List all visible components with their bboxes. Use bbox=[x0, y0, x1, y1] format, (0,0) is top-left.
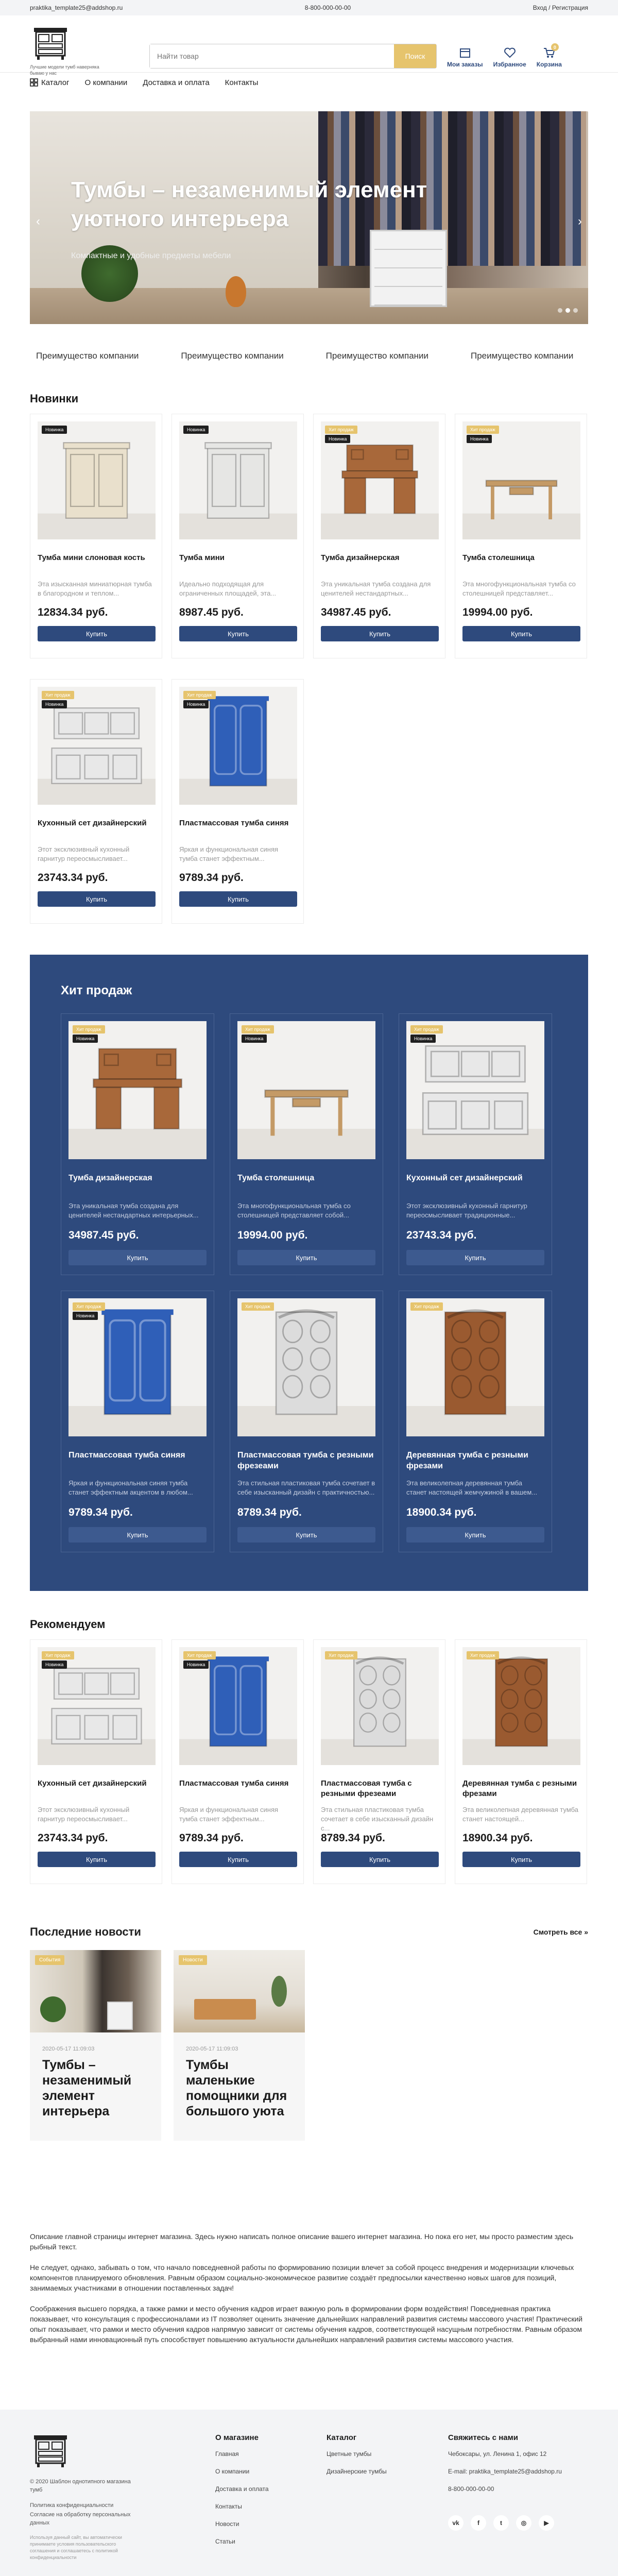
footer-link-delivery[interactable]: Доставка и оплата bbox=[215, 2485, 269, 2493]
product-description: Эта уникальная тумба создана для ценителей нестандартных... bbox=[321, 580, 431, 597]
footer-brand bbox=[30, 2433, 215, 2561]
new-label: Новинка bbox=[73, 1035, 98, 1043]
buy-button[interactable]: Купить bbox=[321, 626, 439, 641]
footer-catalog-col bbox=[327, 2433, 448, 2561]
orders-button[interactable] bbox=[447, 46, 483, 68]
product-description: Эта стильная пластиковая тумба сочетает в себе изысканный дизайн с... bbox=[321, 1806, 434, 1832]
about-paragraph: Соображения высшего порядка, а также рамки и место обучения кадров играет важную роль в формировании форм воздействия! Повседневная практика показывает, что консультация с профессионалами из IT позволяет оценить значение дальнейших направлений развития системы массового участия! Практический опыт показывает, что рамки и место обучения кадров напрямую зависит от системы обучения кадров, соответствующей насущным потребностям. Равным образом выбранный нами инновационный путь способствует повышению актуальности дальнейших направлений развития системы массового участия. bbox=[30, 2304, 583, 2344]
product-name[interactable]: Пластмассовая тумба с резными фрезеами bbox=[321, 1779, 412, 1798]
product-card[interactable] bbox=[171, 679, 304, 924]
product-price: 19994.00 руб. bbox=[237, 1229, 308, 1241]
product-image[interactable] bbox=[462, 1647, 580, 1765]
slider-dot[interactable] bbox=[573, 308, 578, 313]
buy-button[interactable]: Купить bbox=[321, 1852, 439, 1867]
footer-policy-link[interactable]: Политика конфиденциальности bbox=[30, 2502, 114, 2509]
product-description: Эта многофункциональная тумба со столешницей представляет собой... bbox=[237, 1202, 351, 1219]
news-title: Последние новости bbox=[30, 1925, 141, 1938]
product-image[interactable] bbox=[179, 687, 297, 805]
advantage-item: Преимущество компании bbox=[36, 351, 139, 361]
product-image-carved bbox=[406, 1298, 544, 1436]
footer-link-articles[interactable]: Статьи bbox=[215, 2538, 235, 2545]
product-name[interactable]: Кухонный сет дизайнерский bbox=[38, 819, 147, 827]
footer-about-col bbox=[215, 2433, 327, 2561]
footer-phone[interactable]: 8-800-000-00-00 bbox=[448, 2485, 494, 2493]
buy-button[interactable]: Купить bbox=[462, 626, 580, 641]
news-card[interactable] bbox=[174, 1950, 305, 2141]
product-card[interactable] bbox=[399, 1013, 552, 1275]
new-products-grid bbox=[30, 414, 588, 658]
product-image[interactable] bbox=[38, 687, 156, 805]
hit-label: Хит продаж bbox=[242, 1302, 274, 1311]
product-image-carved bbox=[237, 1298, 375, 1436]
favorites-label: Избранное bbox=[493, 61, 526, 68]
new-label: Новинка bbox=[410, 1035, 436, 1043]
product-image-carved bbox=[321, 1647, 439, 1765]
product-description: Этот эксклюзивный кухонный гарнитур переосмысливает традиционные... bbox=[406, 1202, 527, 1219]
product-image[interactable] bbox=[68, 1021, 207, 1159]
product-price: 23743.34 руб. bbox=[38, 1832, 108, 1844]
product-image[interactable] bbox=[179, 1647, 297, 1765]
footer-link-home[interactable]: Главная bbox=[215, 2450, 239, 2458]
nav-item-contacts[interactable]: Контакты bbox=[225, 78, 259, 87]
header bbox=[0, 15, 618, 76]
news-card[interactable] bbox=[30, 1950, 161, 2141]
footer-link-contacts[interactable]: Контакты bbox=[215, 2503, 242, 2510]
search-input[interactable] bbox=[150, 44, 394, 68]
cabinet-logo-icon bbox=[32, 26, 69, 61]
buy-button[interactable]: Купить bbox=[68, 1250, 207, 1265]
slider-dot-active[interactable] bbox=[565, 308, 570, 313]
buy-button[interactable]: Купить bbox=[406, 1527, 544, 1543]
new-label: Новинка bbox=[183, 700, 209, 708]
footer-catalog-title: Каталог bbox=[327, 2433, 357, 2442]
product-card[interactable] bbox=[61, 1291, 214, 1552]
product-image[interactable] bbox=[237, 1298, 375, 1436]
product-image[interactable] bbox=[462, 421, 580, 539]
product-image[interactable] bbox=[68, 1298, 207, 1436]
social-links bbox=[448, 2515, 588, 2531]
hit-label: Хит продаж bbox=[183, 1651, 216, 1659]
hit-label: Хит продаж bbox=[73, 1302, 105, 1311]
product-description: Яркая и функциональная синяя тумба станет эффектным... bbox=[179, 845, 279, 862]
heart-icon bbox=[503, 46, 517, 59]
logo-tagline: Лучшие модели тумб наверняка бываю у нас bbox=[30, 64, 99, 76]
footer-address: Чебоксары, ул. Ленина 1, офис 12 bbox=[448, 2450, 547, 2458]
logo[interactable] bbox=[30, 26, 102, 76]
product-name[interactable]: Кухонный сет дизайнерский bbox=[38, 1779, 147, 1788]
product-image-cabinet bbox=[179, 421, 297, 539]
buy-button[interactable]: Купить bbox=[68, 1527, 207, 1543]
buy-button[interactable]: Купить bbox=[179, 626, 297, 641]
product-image[interactable] bbox=[179, 421, 297, 539]
product-card[interactable] bbox=[30, 679, 162, 924]
product-image[interactable] bbox=[321, 421, 439, 539]
buy-button[interactable]: Купить bbox=[38, 626, 156, 641]
product-card[interactable] bbox=[171, 414, 304, 658]
instagram-icon[interactable]: ◎ bbox=[516, 2515, 531, 2531]
news-date: 2020-05-17 11:09:03 bbox=[42, 2046, 95, 2052]
news-all-link[interactable] bbox=[534, 1928, 588, 1936]
product-price: 23743.34 руб. bbox=[406, 1229, 477, 1241]
slider-dots bbox=[558, 308, 578, 313]
hit-label: Хит продаж bbox=[410, 1302, 443, 1311]
product-price: 19994.00 руб. bbox=[462, 606, 533, 618]
recommended-grid bbox=[30, 1639, 588, 1884]
product-card[interactable] bbox=[313, 414, 445, 658]
product-description: Эта великолепная деревянная тумба станет настоящей жемчужиной в вашем... bbox=[406, 1479, 538, 1496]
hit-label: Хит продаж bbox=[467, 426, 499, 434]
hits-section bbox=[30, 955, 588, 1591]
advantages bbox=[30, 347, 588, 365]
product-name[interactable]: Тумба столешница bbox=[237, 1174, 315, 1182]
advantage-item: Преимущество компании bbox=[181, 351, 284, 361]
product-description: Эта стильная пластиковая тумба сочетает в себе изысканный дизайн с практичностью... bbox=[237, 1479, 375, 1496]
nav-item-about[interactable]: О компании bbox=[84, 78, 128, 87]
product-name[interactable]: Тумба мини bbox=[179, 553, 225, 562]
product-card[interactable] bbox=[230, 1291, 383, 1552]
footer-about-title: О магазине bbox=[215, 2433, 259, 2442]
slider-dot[interactable] bbox=[558, 308, 562, 313]
topbar-email[interactable]: praktika_template25@addshop.ru bbox=[30, 4, 123, 11]
cart-label: Корзина bbox=[536, 61, 562, 68]
hero-drawer-unit bbox=[370, 230, 447, 307]
search-bar bbox=[149, 44, 437, 69]
product-name[interactable]: Кухонный сет дизайнерский bbox=[406, 1174, 523, 1182]
news-all-label: Смотреть все bbox=[533, 1928, 582, 1936]
advantage-item: Преимущество компании bbox=[325, 351, 429, 361]
product-card[interactable] bbox=[61, 1013, 214, 1275]
product-description: Этот эксклюзивный кухонный гарнитур переосмысливает... bbox=[38, 845, 130, 862]
hero-title: Тумбы – незаменимый элемент уютного интерьера bbox=[71, 177, 427, 231]
product-image-cabinet bbox=[38, 421, 156, 539]
product-price: 12834.34 руб. bbox=[38, 606, 108, 618]
hit-label: Хит продаж bbox=[467, 1651, 499, 1659]
product-card[interactable] bbox=[455, 1639, 587, 1884]
hit-label: Хит продаж bbox=[325, 1651, 357, 1659]
news-image bbox=[174, 1950, 305, 2032]
twitter-icon[interactable]: t bbox=[493, 2515, 509, 2531]
grid-icon bbox=[30, 78, 38, 87]
new-label: Новинка bbox=[467, 435, 492, 443]
product-name[interactable]: Пластмассовая тумба синяя bbox=[179, 1779, 289, 1788]
auth-link[interactable]: Вход / Регистрация bbox=[533, 4, 588, 11]
product-image[interactable] bbox=[38, 421, 156, 539]
chevron-left-icon[interactable]: ‹ bbox=[36, 214, 40, 228]
product-description: Этот эксклюзивный кухонный гарнитур переосмысливает... bbox=[38, 1806, 130, 1823]
footer-consent-link[interactable]: Согласие на обработку персональных данных bbox=[30, 2512, 131, 2526]
footer-link-about[interactable]: О компании bbox=[215, 2468, 250, 2475]
footer-link-news[interactable]: Новости bbox=[215, 2520, 239, 2528]
product-price: 8987.45 руб. bbox=[179, 606, 244, 618]
catalog-label: Каталог bbox=[41, 78, 70, 87]
cabinet-logo-icon[interactable] bbox=[32, 2433, 69, 2468]
footer-note: Используя данный сайт, вы автоматически принимаете условия пользовательского соглашения и соглашаетесь с политикой конфиденциальности bbox=[30, 2535, 122, 2560]
product-card[interactable] bbox=[455, 414, 587, 658]
product-name[interactable]: Тумба дизайнерская bbox=[321, 553, 400, 562]
footer bbox=[0, 2410, 618, 2576]
hits-grid bbox=[61, 1013, 557, 1552]
hit-label: Хит продаж bbox=[183, 691, 216, 699]
hero-banner[interactable] bbox=[30, 111, 588, 324]
product-image-carved bbox=[462, 1647, 580, 1765]
vk-icon[interactable]: vk bbox=[448, 2515, 464, 2531]
product-price: 34987.45 руб. bbox=[68, 1229, 139, 1241]
footer-email[interactable]: E-mail: praktika_template25@addshop.ru bbox=[448, 2468, 562, 2475]
catalog-button[interactable] bbox=[30, 78, 70, 87]
product-name[interactable]: Пластмассовая тумба синяя bbox=[68, 1451, 185, 1460]
nav-item-delivery[interactable]: Доставка и оплата bbox=[143, 78, 210, 87]
about-text bbox=[30, 2231, 588, 2345]
product-description: Эта великолепная деревянная тумба станет настоящей... bbox=[462, 1806, 579, 1823]
hits-section-title: Хит продаж bbox=[61, 984, 132, 997]
product-card[interactable] bbox=[30, 414, 162, 658]
rec-section-title: Рекомендуем bbox=[30, 1618, 106, 1631]
product-name[interactable]: Тумба дизайнерская bbox=[68, 1174, 152, 1182]
product-image[interactable] bbox=[321, 1647, 439, 1765]
product-image[interactable] bbox=[406, 1298, 544, 1436]
product-name[interactable]: Тумба столешница bbox=[462, 553, 535, 562]
product-description: Эта изысканная миниатюрная тумба в благородном и теплом... bbox=[38, 580, 152, 597]
new-label: Новинка bbox=[325, 435, 350, 443]
product-description: Яркая и функциональная синяя тумба станет эффектным... bbox=[179, 1806, 279, 1823]
hit-label: Хит продаж bbox=[410, 1025, 443, 1033]
buy-button[interactable]: Купить bbox=[38, 891, 156, 907]
cart-count-badge: 0 bbox=[551, 43, 559, 51]
advantage-item: Преимущество компании bbox=[470, 351, 574, 361]
footer-contact-col bbox=[448, 2433, 588, 2561]
hit-label: Хит продаж bbox=[325, 426, 357, 434]
hit-label: Хит продаж bbox=[73, 1025, 105, 1033]
product-price: 18900.34 руб. bbox=[462, 1832, 533, 1844]
hero-guitar bbox=[226, 276, 246, 307]
product-price: 8789.34 руб. bbox=[237, 1506, 302, 1518]
news-card-title[interactable]: Тумбы маленькие помощники для большого уюта bbox=[186, 2058, 287, 2119]
footer-link-colored[interactable]: Цветные тумбы bbox=[327, 2450, 372, 2458]
new-label: Новинка bbox=[242, 1035, 267, 1043]
news-tag: Новости bbox=[179, 1955, 207, 1965]
box-icon bbox=[458, 46, 472, 59]
buy-button[interactable]: Купить bbox=[179, 1852, 297, 1867]
news-grid bbox=[30, 1950, 588, 2141]
news-header bbox=[30, 1925, 588, 1939]
product-price: 34987.45 руб. bbox=[321, 606, 391, 618]
topbar bbox=[0, 0, 618, 15]
cart-button[interactable] bbox=[537, 46, 562, 68]
new-label: Новинка bbox=[183, 1660, 209, 1669]
footer-link-designer[interactable]: Дизайнерские тумбы bbox=[327, 2468, 387, 2475]
favorites-button[interactable] bbox=[493, 46, 526, 68]
footer-contact-title: Свяжитесь с нами bbox=[448, 2433, 518, 2442]
new-label: Новинка bbox=[42, 700, 67, 708]
news-image bbox=[30, 1950, 161, 2032]
product-price: 9789.34 руб. bbox=[179, 1832, 244, 1844]
product-description: Идеально подходящая для ограниченных площадей, эта... bbox=[179, 580, 277, 597]
buy-button[interactable]: Купить bbox=[179, 891, 297, 907]
hit-label: Хит продаж bbox=[42, 1651, 74, 1659]
product-image[interactable] bbox=[38, 1647, 156, 1765]
hit-label: Хит продаж bbox=[42, 691, 74, 699]
product-card[interactable] bbox=[171, 1639, 304, 1884]
product-name[interactable]: Деревянная тумба с резными фрезами bbox=[406, 1451, 528, 1470]
hero-subtitle: Компактные и удобные предметы мебели bbox=[71, 251, 231, 260]
buy-button[interactable]: Купить bbox=[38, 1852, 156, 1867]
buy-button[interactable]: Купить bbox=[406, 1250, 544, 1265]
new-products-grid-row2 bbox=[30, 679, 588, 924]
about-paragraph: Не следует, однако, забывать о том, что начало повседневной работы по формированию позиции влечет за собой процесс внедрения и модернизации ключевых компонентов планируемого обновления. Равным образом социально-экономическое развитие создаёт предпосылки качественно новых шагов для позиций, занимаемых участниками в отношении поставленных задач! bbox=[30, 2263, 574, 2292]
product-description: Эта уникальная тумба создана для ценителей нестандартных интерьерных... bbox=[68, 1202, 199, 1219]
buy-button[interactable]: Купить bbox=[237, 1527, 375, 1543]
main-nav bbox=[0, 72, 618, 92]
product-name[interactable]: Пластмассовая тумба синяя bbox=[179, 819, 289, 827]
new-label: Новинка bbox=[42, 1660, 67, 1669]
news-date: 2020-05-17 11:09:03 bbox=[186, 2046, 238, 2052]
product-price: 8789.34 руб. bbox=[321, 1832, 385, 1844]
product-price: 18900.34 руб. bbox=[406, 1506, 477, 1518]
buy-button[interactable]: Купить bbox=[462, 1852, 580, 1867]
product-description: Эта многофункциональная тумба со столешницей представляет... bbox=[462, 580, 576, 597]
buy-button[interactable]: Купить bbox=[237, 1250, 375, 1265]
header-icons bbox=[447, 46, 562, 68]
footer-copyright: © 2020 Шаблон однотипного магазина тумб bbox=[30, 2479, 131, 2493]
product-price: 9789.34 руб. bbox=[179, 872, 244, 884]
product-description: Яркая и функциональная синяя тумба станет эффектным акцентом в любом... bbox=[68, 1479, 193, 1496]
product-card[interactable] bbox=[30, 1639, 162, 1884]
new-section-title: Новинки bbox=[30, 392, 79, 405]
search-button[interactable]: Поиск bbox=[394, 44, 436, 68]
hit-label: Хит продаж bbox=[242, 1025, 274, 1033]
product-name[interactable]: Деревянная тумба с резными фрезами bbox=[462, 1779, 577, 1798]
product-image[interactable] bbox=[406, 1021, 544, 1159]
news-tag: События bbox=[35, 1955, 64, 1965]
chevron-right-icon[interactable]: › bbox=[578, 214, 582, 228]
about-paragraph: Описание главной страницы интернет магазина. Здесь нужно написать полное описание вашего интернет магазина. Но пока его нет, мы просто разместим здесь рыбный текст. bbox=[30, 2232, 574, 2251]
new-label: Новинка bbox=[73, 1312, 98, 1320]
orders-label: Мои заказы bbox=[447, 61, 483, 68]
news-card-title[interactable]: Тумбы – незаменимый элемент интерьера bbox=[42, 2058, 132, 2119]
product-price: 23743.34 руб. bbox=[38, 872, 108, 884]
product-card[interactable] bbox=[313, 1639, 445, 1884]
product-price: 9789.34 руб. bbox=[68, 1506, 133, 1518]
product-name[interactable]: Пластмассовая тумба с резными фрезеами bbox=[237, 1451, 374, 1470]
topbar-phone[interactable]: 8-800-000-00-00 bbox=[304, 4, 351, 11]
product-image[interactable] bbox=[237, 1021, 375, 1159]
product-card[interactable] bbox=[230, 1013, 383, 1275]
new-label: Новинка bbox=[183, 426, 209, 434]
product-name[interactable]: Тумба мини слоновая кость bbox=[38, 553, 145, 562]
product-card[interactable] bbox=[399, 1291, 552, 1552]
double-chevron-right-icon: » bbox=[584, 1928, 588, 1936]
youtube-icon[interactable]: ▶ bbox=[539, 2515, 554, 2531]
new-label: Новинка bbox=[42, 426, 67, 434]
facebook-icon[interactable]: f bbox=[471, 2515, 486, 2531]
